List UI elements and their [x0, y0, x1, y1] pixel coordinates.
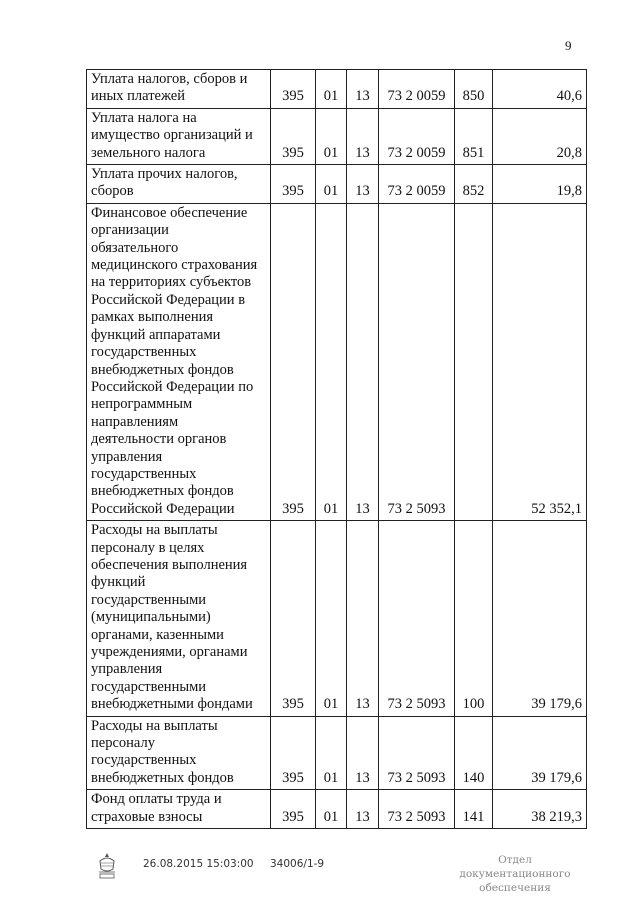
- table-row: [87, 790, 587, 829]
- cell-pr: 13: [347, 70, 379, 109]
- cell-rz: 01: [316, 790, 347, 829]
- cell-csr: 73 2 0059: [379, 70, 455, 109]
- cell-sum: 20,8: [493, 108, 587, 164]
- cell-csr: 73 2 5093: [379, 203, 455, 520]
- cell-name: Расходы на выплаты персоналу государственных внебюджетных фондов: [87, 716, 271, 790]
- cell-name: Расходы на выплаты персоналу в целях обеспечения выполнения функций государственными (муниципальными) органами, казенными учреждениями, органами управления государственными внебюджетными фондами: [87, 521, 271, 716]
- page-number: 9: [565, 38, 572, 53]
- cell-vr: [455, 203, 493, 520]
- table-row: [87, 70, 587, 109]
- emblem-logo: [96, 851, 118, 881]
- cell-name: Уплата налогов, сборов и иных платежей: [87, 70, 271, 109]
- cell-grbs: 395: [271, 165, 316, 204]
- cell-pr: 13: [347, 521, 379, 716]
- cell-csr: 73 2 5093: [379, 716, 455, 790]
- table-row: [87, 165, 587, 204]
- cell-rz: 01: [316, 521, 347, 716]
- cell-grbs: 395: [271, 521, 316, 716]
- table-row: [87, 521, 587, 716]
- cell-sum: 19,8: [493, 165, 587, 204]
- footer-doc-code: 34006/1-9: [270, 858, 325, 870]
- department-line-1: Отдел документационного: [459, 854, 571, 880]
- cell-grbs: 395: [271, 716, 316, 790]
- department-line-2: обеспечения: [479, 882, 551, 894]
- footer-datetime: 26.08.2015 15:03:00: [143, 858, 254, 870]
- table-row: [87, 108, 587, 164]
- cell-pr: 13: [347, 165, 379, 204]
- cell-sum: 39 179,6: [493, 716, 587, 790]
- cell-sum: 52 352,1: [493, 203, 587, 520]
- cell-grbs: 395: [271, 108, 316, 164]
- cell-vr: 141: [455, 790, 493, 829]
- cell-rz: 01: [316, 165, 347, 204]
- cell-name: Уплата налога на имущество организаций и земельного налога: [87, 108, 271, 164]
- cell-vr: 850: [455, 70, 493, 109]
- department-stamp: [445, 853, 585, 895]
- cell-vr: 140: [455, 716, 493, 790]
- cell-rz: 01: [316, 203, 347, 520]
- cell-sum: 39 179,6: [493, 521, 587, 716]
- cell-pr: 13: [347, 108, 379, 164]
- cell-pr: 13: [347, 716, 379, 790]
- cell-name: Уплата прочих налогов, сборов: [87, 165, 271, 204]
- budget-table: [86, 69, 587, 829]
- cell-vr: 100: [455, 521, 493, 716]
- cell-rz: 01: [316, 108, 347, 164]
- cell-name: Фонд оплаты труда и страховые взносы: [87, 790, 271, 829]
- cell-vr: 852: [455, 165, 493, 204]
- cell-grbs: 395: [271, 70, 316, 109]
- cell-csr: 73 2 5093: [379, 790, 455, 829]
- cell-name: Финансовое обеспечение организации обязательного медицинского страхования на территориях субъектов Российской Федерации в рамках выполнения функций аппаратами государственных внебюджетных фондов Российской Федерации по непрограммным направлениям деятельности органов управления государственных внебюджетных фондов Российской Федерации: [87, 203, 271, 520]
- cell-vr: 851: [455, 108, 493, 164]
- cell-grbs: 395: [271, 203, 316, 520]
- cell-rz: 01: [316, 70, 347, 109]
- table-row: [87, 716, 587, 790]
- table-row: [87, 203, 587, 520]
- cell-pr: 13: [347, 790, 379, 829]
- cell-grbs: 395: [271, 790, 316, 829]
- cell-sum: 40,6: [493, 70, 587, 109]
- cell-csr: 73 2 0059: [379, 108, 455, 164]
- cell-csr: 73 2 0059: [379, 165, 455, 204]
- cell-csr: 73 2 5093: [379, 521, 455, 716]
- cell-rz: 01: [316, 716, 347, 790]
- cell-pr: 13: [347, 203, 379, 520]
- cell-sum: 38 219,3: [493, 790, 587, 829]
